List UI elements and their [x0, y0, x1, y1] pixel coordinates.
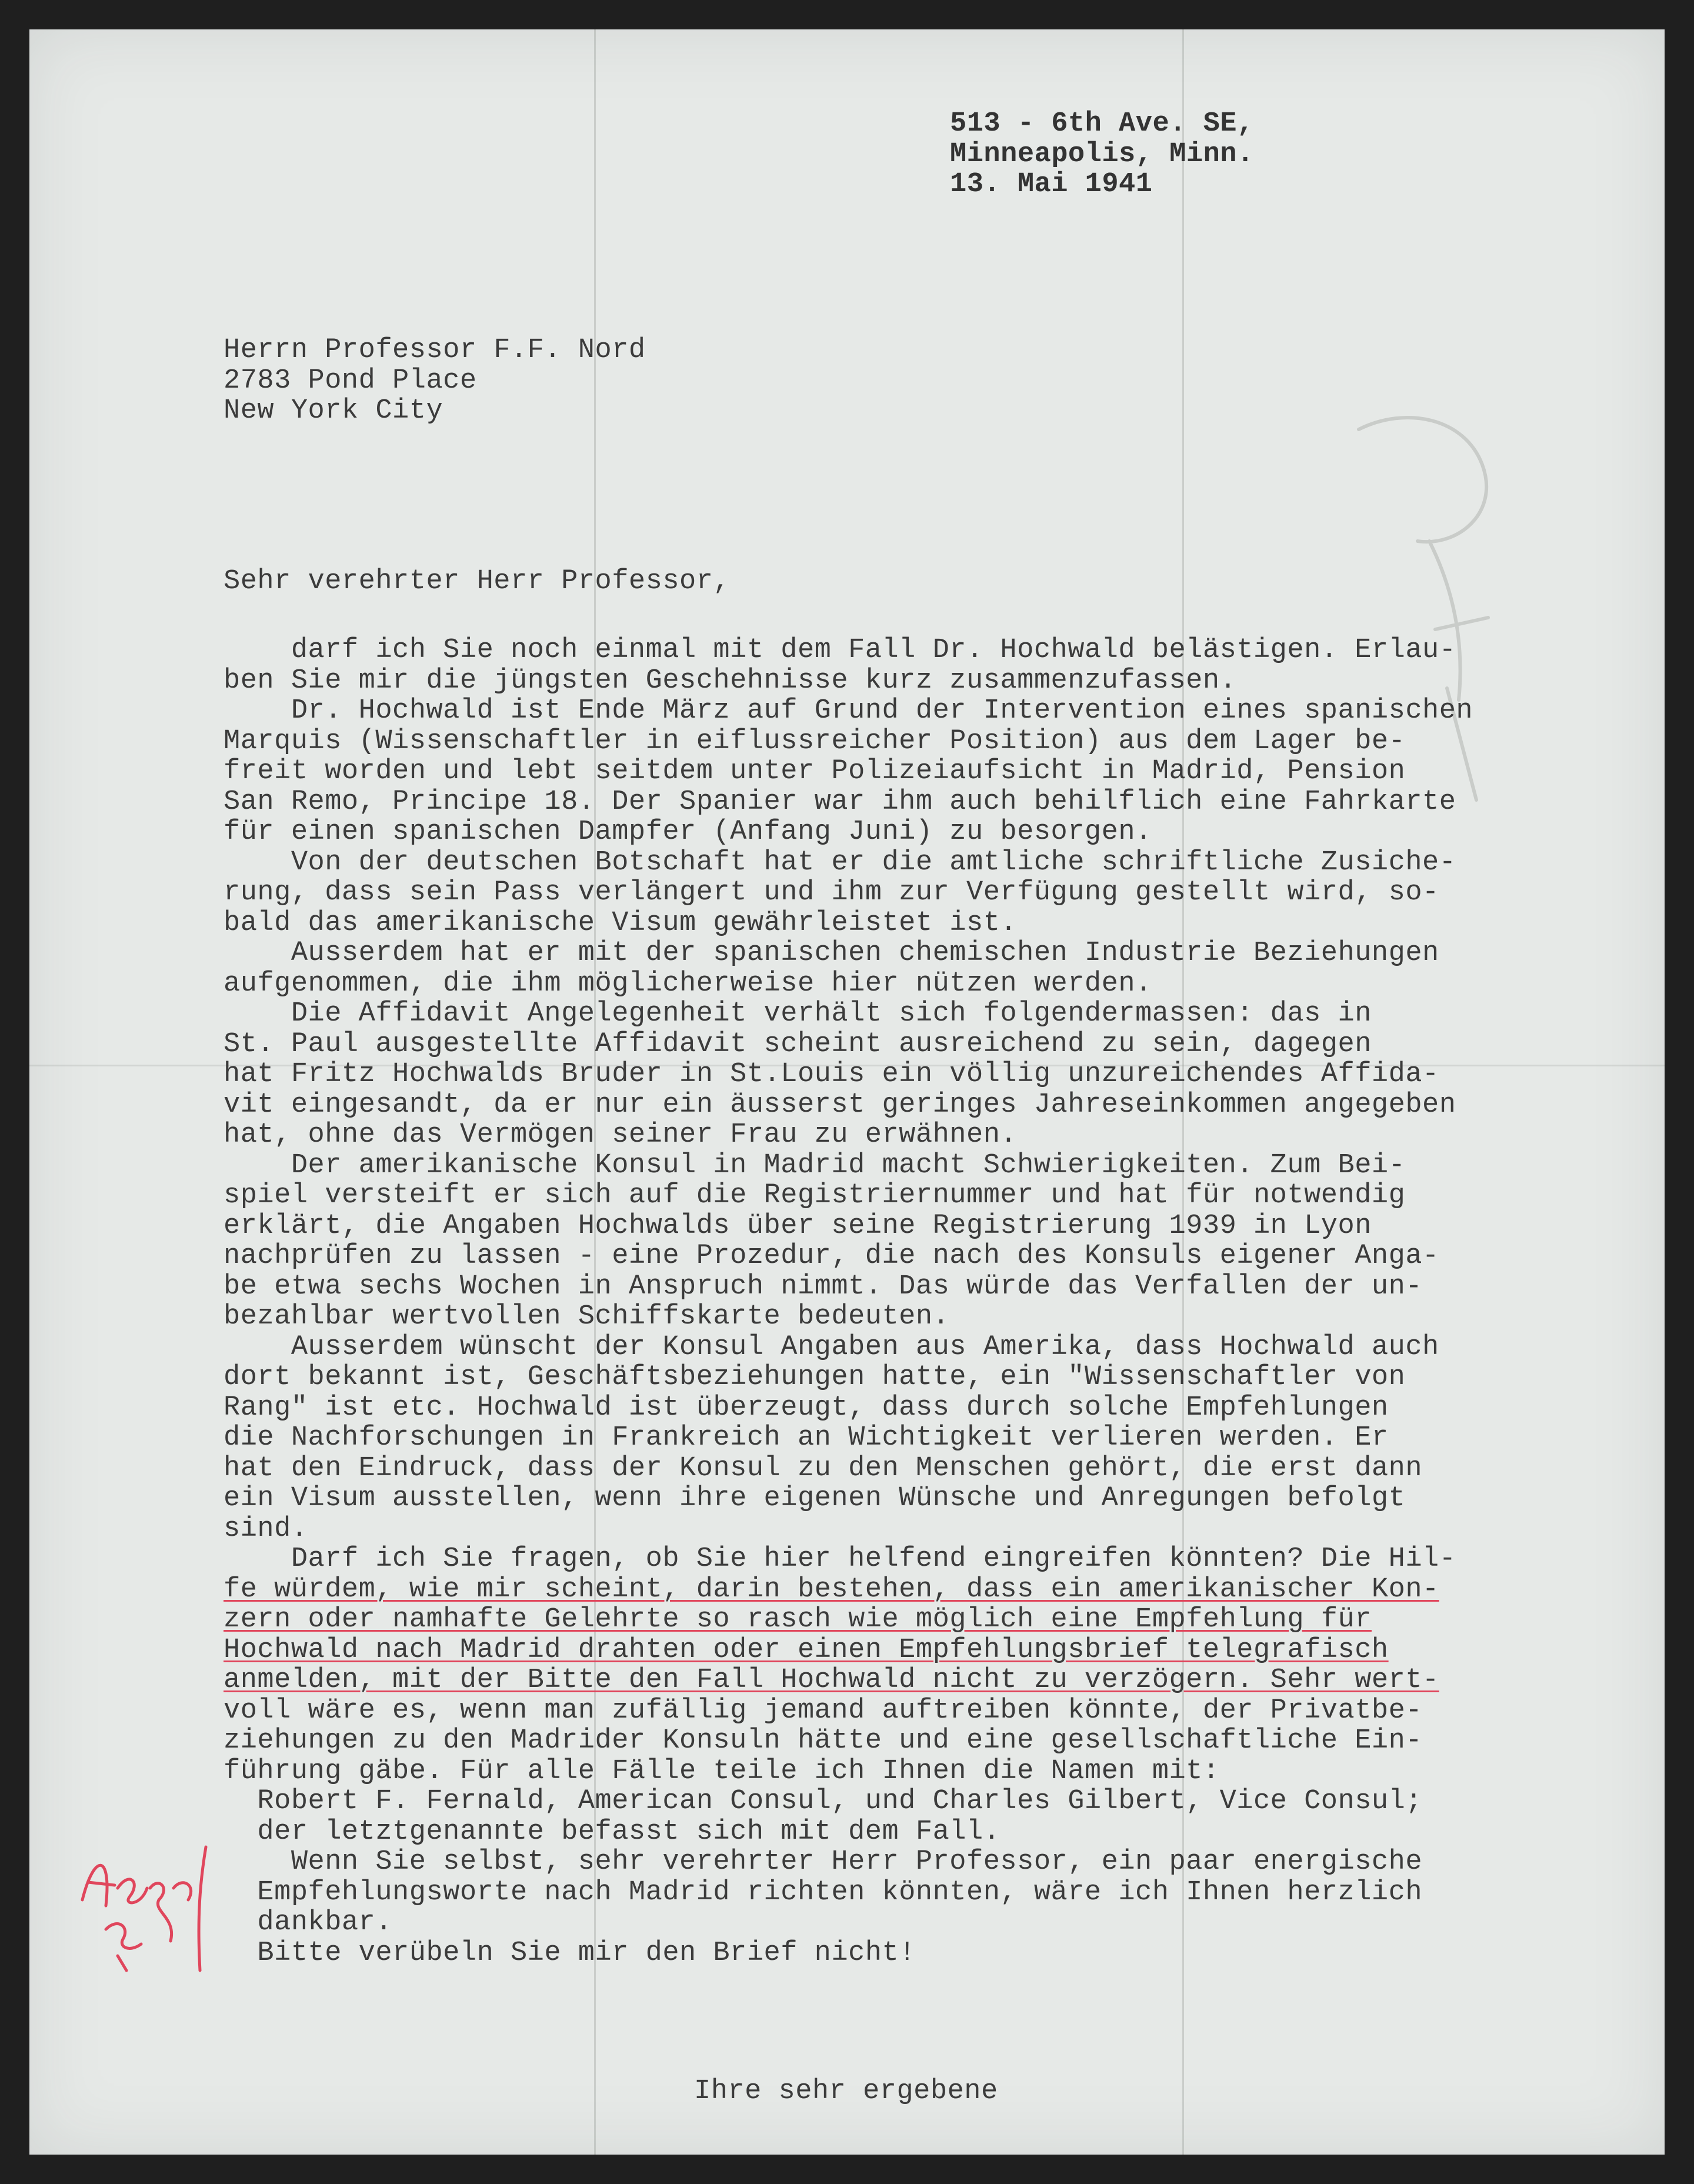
body-line: Hochwald nach Madrid drahten oder einen Empfehlungsbrief telegrafisch — [224, 1634, 1389, 1666]
body-line: nachprüfen zu lassen - eine Prozedur, die nach des Konsuls eigener Anga- — [224, 1241, 1439, 1272]
sender-address-line: 513 - 6th Ave. SE, — [950, 108, 1254, 139]
sender-address-line: Minneapolis, Minn. — [950, 138, 1254, 170]
body-line: San Remo, Principe 18. Der Spanier war ihm auch behilflich eine Fahrkarte — [224, 786, 1456, 818]
salutation: Sehr verehrter Herr Professor, — [224, 566, 731, 597]
body-line: Rang" ist etc. Hochwald ist überzeugt, dass durch solche Empfehlungen — [224, 1392, 1389, 1423]
body-line: hat den Eindruck, dass der Konsul zu den Menschen gehört, die erst dann — [224, 1452, 1423, 1484]
body-line: freit worden und lebt seitdem unter Polizeiaufsicht in Madrid, Pension — [224, 756, 1406, 787]
body-line: Die Affidavit Angelegenheit verhält sich folgendermassen: das in — [224, 998, 1372, 1029]
body-line: dort bekannt ist, Geschäftsbeziehungen hatte, ein "Wissenschaftler von — [224, 1362, 1406, 1393]
body-line: ben Sie mir die jüngsten Geschehnisse kurz zusammenzufassen. — [224, 665, 1237, 696]
body-line: voll wäre es, wenn man zufällig jemand auftreiben könnte, der Privatbe- — [224, 1695, 1423, 1726]
body-line: Ausserdem hat er mit der spanischen chemischen Industrie Beziehungen — [224, 938, 1439, 969]
body-line: sind. — [224, 1513, 308, 1545]
body-line: Darf ich Sie fragen, ob Sie hier helfend eingreifen könnten? Die Hil- — [224, 1543, 1456, 1575]
closing-line: Ihre sehr ergebene — [694, 2076, 998, 2107]
handwritten-margin-note — [71, 1829, 247, 1982]
body-line: ein Visum ausstellen, wenn ihre eigenen Wünsche und Anregungen befolgt — [224, 1483, 1406, 1514]
letter-date: 13. Mai 1941 — [950, 169, 1153, 200]
body-line: spiel versteift er sich auf die Registriernummer und hat für notwendig — [224, 1180, 1406, 1211]
recipient-street: 2783 Pond Place — [224, 365, 477, 396]
recipient-city: New York City — [224, 395, 443, 426]
body-line: darf ich Sie noch einmal mit dem Fall Dr. Hochwald belästigen. Erlau- — [224, 635, 1456, 666]
body-line: Marquis (Wissenschaftler in eiflussreicher Position) aus dem Lager be- — [224, 725, 1406, 757]
body-line: fe würdem, wie mir scheint, darin bestehen, dass ein amerikanischer Kon- — [224, 1573, 1439, 1605]
body-line: anmelden, mit der Bitte den Fall Hochwald nicht zu verzögern. Sehr wert- — [224, 1665, 1439, 1696]
body-line: Bitte verübeln Sie mir den Brief nicht! — [224, 1937, 916, 1969]
body-line: für einen spanischen Dampfer (Anfang Juni) zu besorgen. — [224, 816, 1152, 848]
body-line: dankbar. — [224, 1907, 393, 1938]
body-line: vit eingesandt, da er nur ein äusserst geringes Jahreseinkommen angegeben — [224, 1089, 1456, 1121]
body-line: die Nachforschungen in Frankreich an Wichtigkeit verlieren werden. Er — [224, 1422, 1389, 1453]
body-line: erklärt, die Angaben Hochwalds über seine Registrierung 1939 in Lyon — [224, 1210, 1372, 1242]
body-line: aufgenommen, die ihm möglicherweise hier nützen werden. — [224, 968, 1152, 999]
letter-body — [224, 635, 1635, 1968]
body-line: führung gäbe. Für alle Fälle teile ich Ihnen die Namen mit: — [224, 1755, 1220, 1787]
body-line: Von der deutschen Botschaft hat er die amtliche schriftliche Zusiche- — [224, 846, 1456, 878]
body-line: bezahlbar wertvollen Schiffskarte bedeuten. — [224, 1301, 950, 1332]
recipient-name: Herrn Professor F.F. Nord — [224, 335, 646, 366]
body-line: rung, dass sein Pass verlängert und ihm zur Verfügung gestellt wird, so- — [224, 877, 1439, 908]
body-line: Der amerikanische Konsul in Madrid macht Schwierigkeiten. Zum Bei- — [224, 1149, 1406, 1181]
body-line: Ausserdem wünscht der Konsul Angaben aus Amerika, dass Hochwald auch — [224, 1331, 1439, 1363]
sender-address — [950, 109, 1254, 200]
body-line: St. Paul ausgestellte Affidavit scheint ausreichend zu sein, dagegen — [224, 1028, 1372, 1060]
body-line: Empfehlungsworte nach Madrid richten könnten, wäre ich Ihnen herzlich — [224, 1876, 1423, 1908]
body-line: Dr. Hochwald ist Ende März auf Grund der Intervention eines spanischen — [224, 695, 1473, 726]
body-line: zern oder namhafte Gelehrte so rasch wie möglich eine Empfehlung für — [224, 1604, 1372, 1635]
body-line: hat Fritz Hochwalds Bruder in St.Louis ein völlig unzureichendes Affida- — [224, 1059, 1439, 1090]
body-line: be etwa sechs Wochen in Anspruch nimmt. Das würde das Verfallen der un- — [224, 1271, 1423, 1302]
body-line: bald das amerikanische Visum gewährleistet ist. — [224, 907, 1018, 939]
recipient-address — [224, 335, 646, 426]
body-line: hat, ohne das Vermögen seiner Frau zu erwähnen. — [224, 1119, 1018, 1151]
body-line: ziehungen zu den Madrider Konsuln hätte und eine gesellschaftliche Ein- — [224, 1725, 1423, 1756]
body-line: der letztgenannte befasst sich mit dem Fall. — [224, 1816, 1001, 1848]
body-line: Wenn Sie selbst, sehr verehrter Herr Professor, ein paar energische — [224, 1846, 1423, 1878]
letter-page — [29, 29, 1665, 2155]
body-line: Robert F. Fernald, American Consul, und Charles Gilbert, Vice Consul; — [224, 1786, 1423, 1817]
